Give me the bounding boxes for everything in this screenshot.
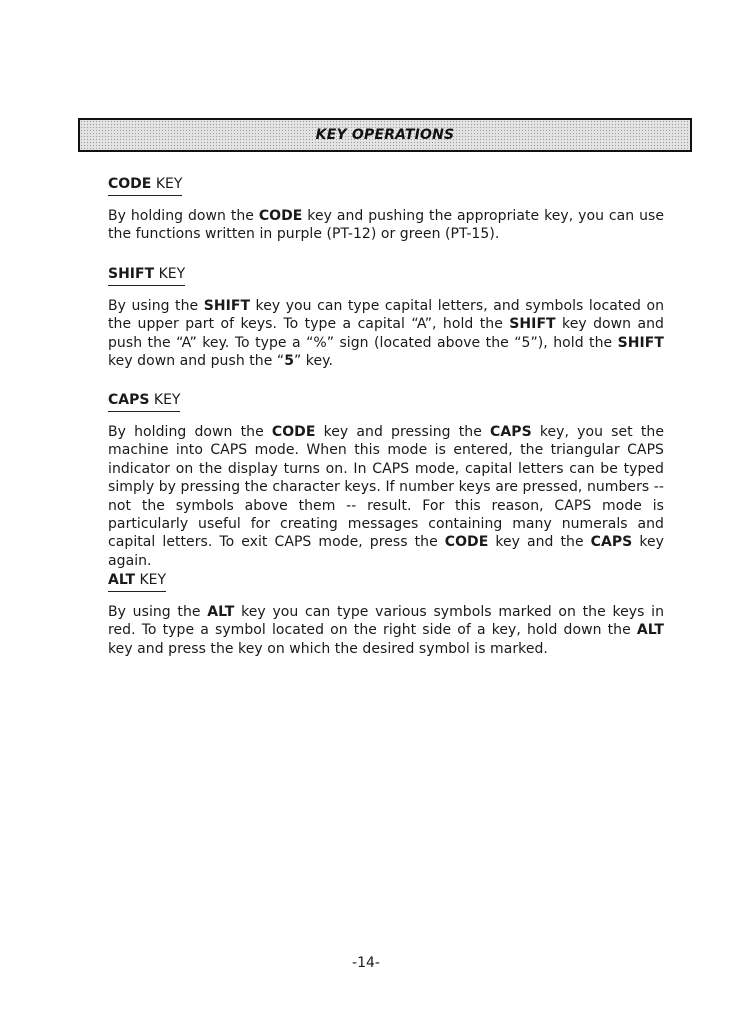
bold-term: SHIFT xyxy=(509,316,556,333)
text-run: key you can type various symbols marked on the keys in red. To type a symbol located on the right side of a key, hold down the xyxy=(108,604,665,639)
text-run: key and the xyxy=(488,534,591,551)
text-run: key and pressing the xyxy=(315,424,491,440)
heading-rest: KEY xyxy=(151,176,183,192)
bold-term: 5 xyxy=(284,353,294,370)
heading-bold: CODE xyxy=(108,176,152,192)
heading-rest: KEY xyxy=(149,392,181,408)
alt-key-section xyxy=(108,569,664,658)
bold-term: CODE xyxy=(271,424,316,440)
bold-term: CAPS xyxy=(590,534,633,551)
shift-key-paragraph xyxy=(108,297,664,371)
section-banner xyxy=(78,118,692,152)
bold-term: ALT xyxy=(207,604,235,620)
heading-bold: ALT xyxy=(108,572,135,588)
caps-key-paragraph xyxy=(108,423,664,570)
text-run: key down and push the “ xyxy=(108,353,285,370)
heading-rest: KEY xyxy=(135,572,167,588)
caps-key-heading xyxy=(108,391,180,412)
code-key-section xyxy=(108,173,664,244)
bold-term: SHIFT xyxy=(203,298,251,314)
heading-bold: CAPS xyxy=(108,392,150,408)
heading-bold: SHIFT xyxy=(108,266,155,282)
code-key-heading xyxy=(108,175,182,196)
text-run: key again. xyxy=(108,534,664,569)
text-run: ” key. xyxy=(293,353,333,370)
text-run: key down and push the “A” key. To type a “%” sign (located above the “5”), hold the xyxy=(108,316,664,351)
text-run: By holding down the xyxy=(108,208,259,224)
text-run: By using the xyxy=(108,298,204,314)
alt-key-paragraph xyxy=(108,603,664,658)
bold-term: CODE xyxy=(444,534,489,551)
bold-term: SHIFT xyxy=(617,334,664,351)
banner-title: KEY OPERATIONS xyxy=(315,127,455,143)
code-key-paragraph xyxy=(108,207,664,244)
text-run: key, you set the machine into CAPS mode. When this mode is entered, the triangular CAPS indicator on the display turns on. In CAPS mode, capital letters can be typed simply by pressing the character keys. If number keys are pressed, numbers -- not the symbols above them -- result. For this reason, CAPS mode is particularly useful for creating messages containing many numerals and capital letters. To exit CAPS mode, press the xyxy=(108,424,664,551)
text-run: By using the xyxy=(108,604,208,620)
heading-rest: KEY xyxy=(154,266,186,282)
bold-term: ALT xyxy=(636,622,664,639)
shift-key-section xyxy=(108,263,664,371)
text-run: By holding down the xyxy=(108,424,272,440)
text-run: key you can type capital letters, and symbols located on the upper part of keys. To type a capital “A”, hold the xyxy=(108,298,665,333)
text-run: key and press the key on which the desired symbol is marked. xyxy=(108,640,548,657)
bold-term: CODE xyxy=(258,208,303,224)
shift-key-heading xyxy=(108,265,185,286)
text-run: key and pushing the appropriate key, you can use the functions written in purple (PT-12) or green (PT-15). xyxy=(108,208,664,243)
bold-term: CAPS xyxy=(490,424,532,440)
caps-key-section xyxy=(108,389,664,570)
page-number: -14- xyxy=(352,955,380,971)
alt-key-heading xyxy=(108,571,166,592)
